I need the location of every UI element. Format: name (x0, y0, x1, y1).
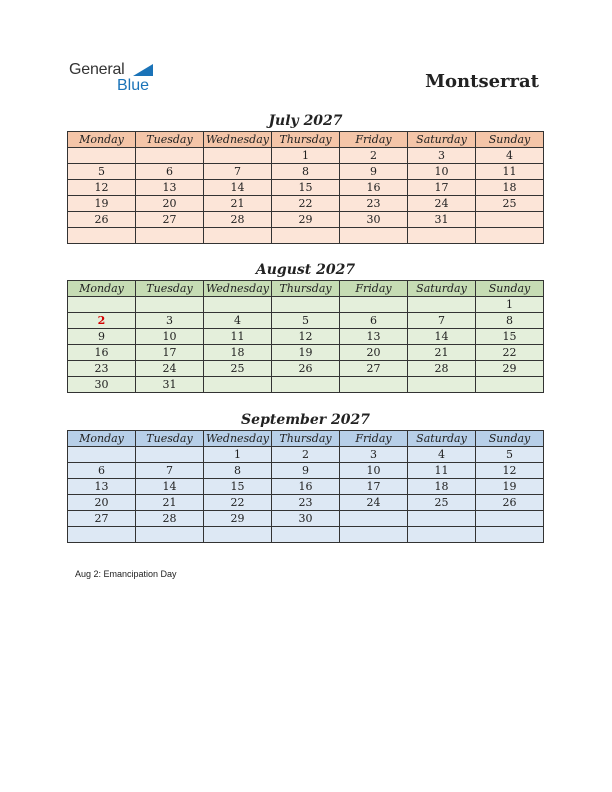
month-august (67, 260, 544, 393)
day-cell (272, 228, 340, 244)
month-september (67, 410, 544, 543)
weekday-header: Sunday (476, 431, 544, 447)
week-row (68, 212, 544, 228)
day-cell: 11 (204, 329, 272, 345)
day-cell: 29 (476, 361, 544, 377)
day-cell: 23 (340, 196, 408, 212)
week-row (68, 345, 544, 361)
day-cell (408, 228, 476, 244)
day-cell: 10 (136, 329, 204, 345)
day-cell: 11 (476, 164, 544, 180)
week-row (68, 228, 544, 244)
day-cell: 18 (476, 180, 544, 196)
day-cell: 20 (136, 196, 204, 212)
day-cell: 7 (204, 164, 272, 180)
week-row (68, 313, 544, 329)
day-cell: 12 (68, 180, 136, 196)
day-cell: 27 (68, 511, 136, 527)
day-cell: 3 (136, 313, 204, 329)
day-cell (408, 527, 476, 543)
day-cell: 16 (68, 345, 136, 361)
day-cell: 17 (136, 345, 204, 361)
day-cell: 19 (68, 196, 136, 212)
day-cell: 13 (340, 329, 408, 345)
day-cell: 5 (476, 447, 544, 463)
month-title: August 2027 (255, 262, 356, 278)
day-cell (272, 297, 340, 313)
day-cell: 12 (476, 463, 544, 479)
day-cell (272, 377, 340, 393)
day-cell (476, 377, 544, 393)
week-row (68, 361, 544, 377)
day-cell: 26 (476, 495, 544, 511)
day-cell: 6 (68, 463, 136, 479)
day-cell: 30 (68, 377, 136, 393)
day-cell: 25 (408, 495, 476, 511)
calendar-table (67, 430, 544, 543)
day-cell: 17 (340, 479, 408, 495)
weekday-header-row (68, 132, 544, 148)
day-cell: 19 (476, 479, 544, 495)
day-cell (136, 297, 204, 313)
week-row (68, 479, 544, 495)
day-cell (476, 527, 544, 543)
weekday-header-row (68, 281, 544, 297)
day-cell: 26 (272, 361, 340, 377)
day-cell: 2 (340, 148, 408, 164)
week-row (68, 164, 544, 180)
month-july (67, 111, 544, 244)
logo-triangle-icon (133, 64, 153, 76)
day-cell: 23 (68, 361, 136, 377)
day-cell: 6 (340, 313, 408, 329)
day-cell: 14 (204, 180, 272, 196)
day-cell (204, 527, 272, 543)
day-cell (204, 377, 272, 393)
week-row (68, 511, 544, 527)
day-cell: 15 (272, 180, 340, 196)
holiday-note: Aug 2: Emancipation Day (75, 569, 177, 579)
country-title: Montserrat (425, 71, 539, 92)
day-cell: 14 (136, 479, 204, 495)
day-cell: 4 (204, 313, 272, 329)
weekday-header: Wednesday (204, 132, 272, 148)
day-cell: 6 (136, 164, 204, 180)
day-cell (68, 148, 136, 164)
week-row (68, 527, 544, 543)
weekday-header: Thursday (272, 431, 340, 447)
day-cell: 7 (408, 313, 476, 329)
day-cell: 10 (340, 463, 408, 479)
day-cell (68, 527, 136, 543)
day-cell: 12 (272, 329, 340, 345)
day-cell (136, 228, 204, 244)
day-cell: 28 (408, 361, 476, 377)
day-cell: 21 (136, 495, 204, 511)
day-cell (68, 297, 136, 313)
day-cell (340, 297, 408, 313)
day-cell: 16 (340, 180, 408, 196)
day-cell: 19 (272, 345, 340, 361)
day-cell: 4 (408, 447, 476, 463)
day-cell: 29 (204, 511, 272, 527)
day-cell (340, 377, 408, 393)
weekday-header: Monday (68, 431, 136, 447)
day-cell (204, 228, 272, 244)
day-cell (272, 527, 340, 543)
weekday-header: Friday (340, 281, 408, 297)
day-cell: 5 (68, 164, 136, 180)
day-cell: 1 (476, 297, 544, 313)
weekday-header: Thursday (272, 281, 340, 297)
day-cell: 22 (204, 495, 272, 511)
day-cell: 20 (340, 345, 408, 361)
day-cell: 2 (68, 313, 136, 329)
day-cell: 28 (136, 511, 204, 527)
weekday-header: Thursday (272, 132, 340, 148)
day-cell: 27 (136, 212, 204, 228)
weekday-header: Tuesday (136, 132, 204, 148)
day-cell: 21 (204, 196, 272, 212)
day-cell: 24 (136, 361, 204, 377)
day-cell (204, 148, 272, 164)
day-cell (68, 228, 136, 244)
day-cell: 7 (136, 463, 204, 479)
day-cell (68, 447, 136, 463)
day-cell (476, 212, 544, 228)
weekday-header: Friday (340, 431, 408, 447)
weekday-header: Saturday (408, 431, 476, 447)
weekday-header-row (68, 431, 544, 447)
day-cell: 22 (272, 196, 340, 212)
day-cell: 5 (272, 313, 340, 329)
day-cell (408, 511, 476, 527)
day-cell: 31 (136, 377, 204, 393)
calendar-table (67, 280, 544, 393)
day-cell: 15 (476, 329, 544, 345)
day-cell (340, 527, 408, 543)
day-cell: 1 (204, 447, 272, 463)
weekday-header: Tuesday (136, 281, 204, 297)
day-cell (136, 148, 204, 164)
weekday-header: Friday (340, 132, 408, 148)
day-cell (476, 511, 544, 527)
day-cell: 16 (272, 479, 340, 495)
month-title: July 2027 (268, 113, 343, 129)
day-cell: 2 (272, 447, 340, 463)
day-cell: 18 (204, 345, 272, 361)
week-row (68, 196, 544, 212)
weekday-header: Sunday (476, 281, 544, 297)
day-cell: 9 (340, 164, 408, 180)
day-cell: 27 (340, 361, 408, 377)
weekday-header: Saturday (408, 281, 476, 297)
weekday-header: Monday (68, 281, 136, 297)
day-cell: 30 (340, 212, 408, 228)
day-cell: 25 (476, 196, 544, 212)
logo (69, 61, 159, 95)
day-cell (136, 527, 204, 543)
day-cell: 22 (476, 345, 544, 361)
day-cell: 28 (204, 212, 272, 228)
day-cell (476, 228, 544, 244)
weekday-header: Wednesday (204, 431, 272, 447)
logo-blue-text: Blue (117, 77, 150, 94)
day-cell: 29 (272, 212, 340, 228)
day-cell (408, 297, 476, 313)
day-cell: 24 (408, 196, 476, 212)
weekday-header: Monday (68, 132, 136, 148)
day-cell: 11 (408, 463, 476, 479)
day-cell: 15 (204, 479, 272, 495)
week-row (68, 180, 544, 196)
day-cell (204, 297, 272, 313)
week-row (68, 297, 544, 313)
logo-general-text: General (69, 61, 125, 78)
week-row (68, 148, 544, 164)
day-cell: 31 (408, 212, 476, 228)
day-cell: 4 (476, 148, 544, 164)
day-cell: 3 (408, 148, 476, 164)
week-row (68, 329, 544, 345)
day-cell: 13 (136, 180, 204, 196)
day-cell: 8 (272, 164, 340, 180)
weekday-header: Wednesday (204, 281, 272, 297)
day-cell: 24 (340, 495, 408, 511)
day-cell (340, 511, 408, 527)
day-cell: 13 (68, 479, 136, 495)
day-cell: 21 (408, 345, 476, 361)
week-row (68, 447, 544, 463)
day-cell: 1 (272, 148, 340, 164)
week-row (68, 495, 544, 511)
day-cell (340, 228, 408, 244)
day-cell: 9 (68, 329, 136, 345)
day-cell: 3 (340, 447, 408, 463)
week-row (68, 377, 544, 393)
day-cell: 30 (272, 511, 340, 527)
calendar-table (67, 131, 544, 244)
day-cell (408, 377, 476, 393)
week-row (68, 463, 544, 479)
month-title: September 2027 (241, 412, 370, 428)
day-cell: 26 (68, 212, 136, 228)
weekday-header: Saturday (408, 132, 476, 148)
day-cell: 8 (476, 313, 544, 329)
day-cell: 17 (408, 180, 476, 196)
day-cell: 8 (204, 463, 272, 479)
day-cell: 23 (272, 495, 340, 511)
day-cell: 10 (408, 164, 476, 180)
day-cell: 18 (408, 479, 476, 495)
day-cell: 20 (68, 495, 136, 511)
day-cell: 25 (204, 361, 272, 377)
day-cell: 14 (408, 329, 476, 345)
day-cell (136, 447, 204, 463)
weekday-header: Tuesday (136, 431, 204, 447)
day-cell: 9 (272, 463, 340, 479)
weekday-header: Sunday (476, 132, 544, 148)
